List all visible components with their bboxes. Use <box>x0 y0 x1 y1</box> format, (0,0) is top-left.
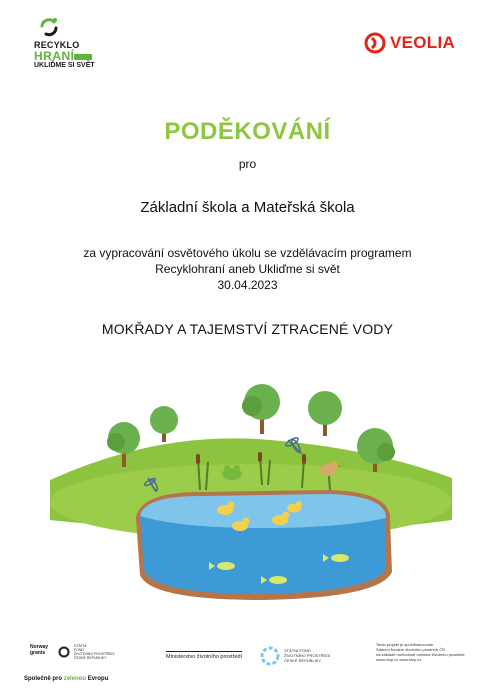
logo-tag <box>74 54 92 60</box>
sfzp-line: ČESKÉ REPUBLIKY <box>284 658 322 663</box>
veolia-logo <box>364 30 455 56</box>
note-line: na základě rozhodnutí ministra životního prostředí. <box>376 652 466 657</box>
fund-line: ČESKÉ REPUBLIKY <box>74 656 107 660</box>
sfzp-label <box>284 648 330 663</box>
program-title: MOKŘADY A TAJEMSTVÍ ZTRACENÉ VODY <box>101 321 394 337</box>
tree-icon <box>150 406 178 442</box>
tree-icon <box>308 391 342 436</box>
pond-surface <box>140 494 386 528</box>
norway-label: Norway <box>30 644 49 650</box>
description-line: Recyklohraní aneb Ukliďme si svět <box>155 262 340 276</box>
date: 30.04.2023 <box>217 278 278 292</box>
logo-line-1: RECYKLO <box>34 40 80 50</box>
logo-line-2: HRANÍ <box>34 49 75 63</box>
cofinance-note <box>376 642 476 662</box>
wetland-illustration <box>40 370 460 610</box>
fund-line: STÁTNÍ <box>74 644 87 648</box>
norway-grants-logo <box>30 644 48 656</box>
sfzp-line: ŽIVOTNÍHO PROSTŘEDÍ <box>284 653 331 658</box>
fund-label <box>74 644 114 660</box>
sfzp-circle-icon <box>260 646 280 666</box>
fund-circle-icon <box>58 646 70 658</box>
grants-label: grants <box>30 650 46 656</box>
mzp-logo: Ministerstvo životního prostředí <box>166 651 242 660</box>
slogan-part-1: Společně pro <box>24 676 64 682</box>
slogan-part-2: zelenou <box>63 676 87 682</box>
school-name: Základní škola a Mateřská škola <box>140 199 355 216</box>
description-line: za vypracování osvětového úkolu se vzdělávacím programem <box>83 246 412 260</box>
note-line: Tento projekt je spolufinancován <box>376 642 434 647</box>
note-line: Státním fondem životního prostředí ČR <box>376 647 446 652</box>
tree-icon <box>242 384 280 434</box>
slogan-part-3: Evropu <box>86 676 109 682</box>
footer <box>0 636 495 696</box>
description <box>0 245 495 293</box>
pro-label: pro <box>238 157 257 171</box>
spolecne-slogan <box>24 676 108 682</box>
note-line: www.mzp.cz www.sfzp.cz <box>376 657 422 662</box>
logo-line-3: UKLIĎME SI SVĚT <box>34 62 95 69</box>
veolia-icon <box>364 32 386 54</box>
fund-line: FOND <box>74 648 84 652</box>
sfzp-line: STÁTNÍ FOND <box>284 648 311 653</box>
fund-line: ŽIVOTNÍHO PROSTŘEDÍ <box>74 652 115 656</box>
page-title: PODĚKOVÁNÍ <box>164 118 331 145</box>
recycle-icon <box>38 16 60 38</box>
veolia-wordmark: VEOLIA <box>390 33 456 52</box>
